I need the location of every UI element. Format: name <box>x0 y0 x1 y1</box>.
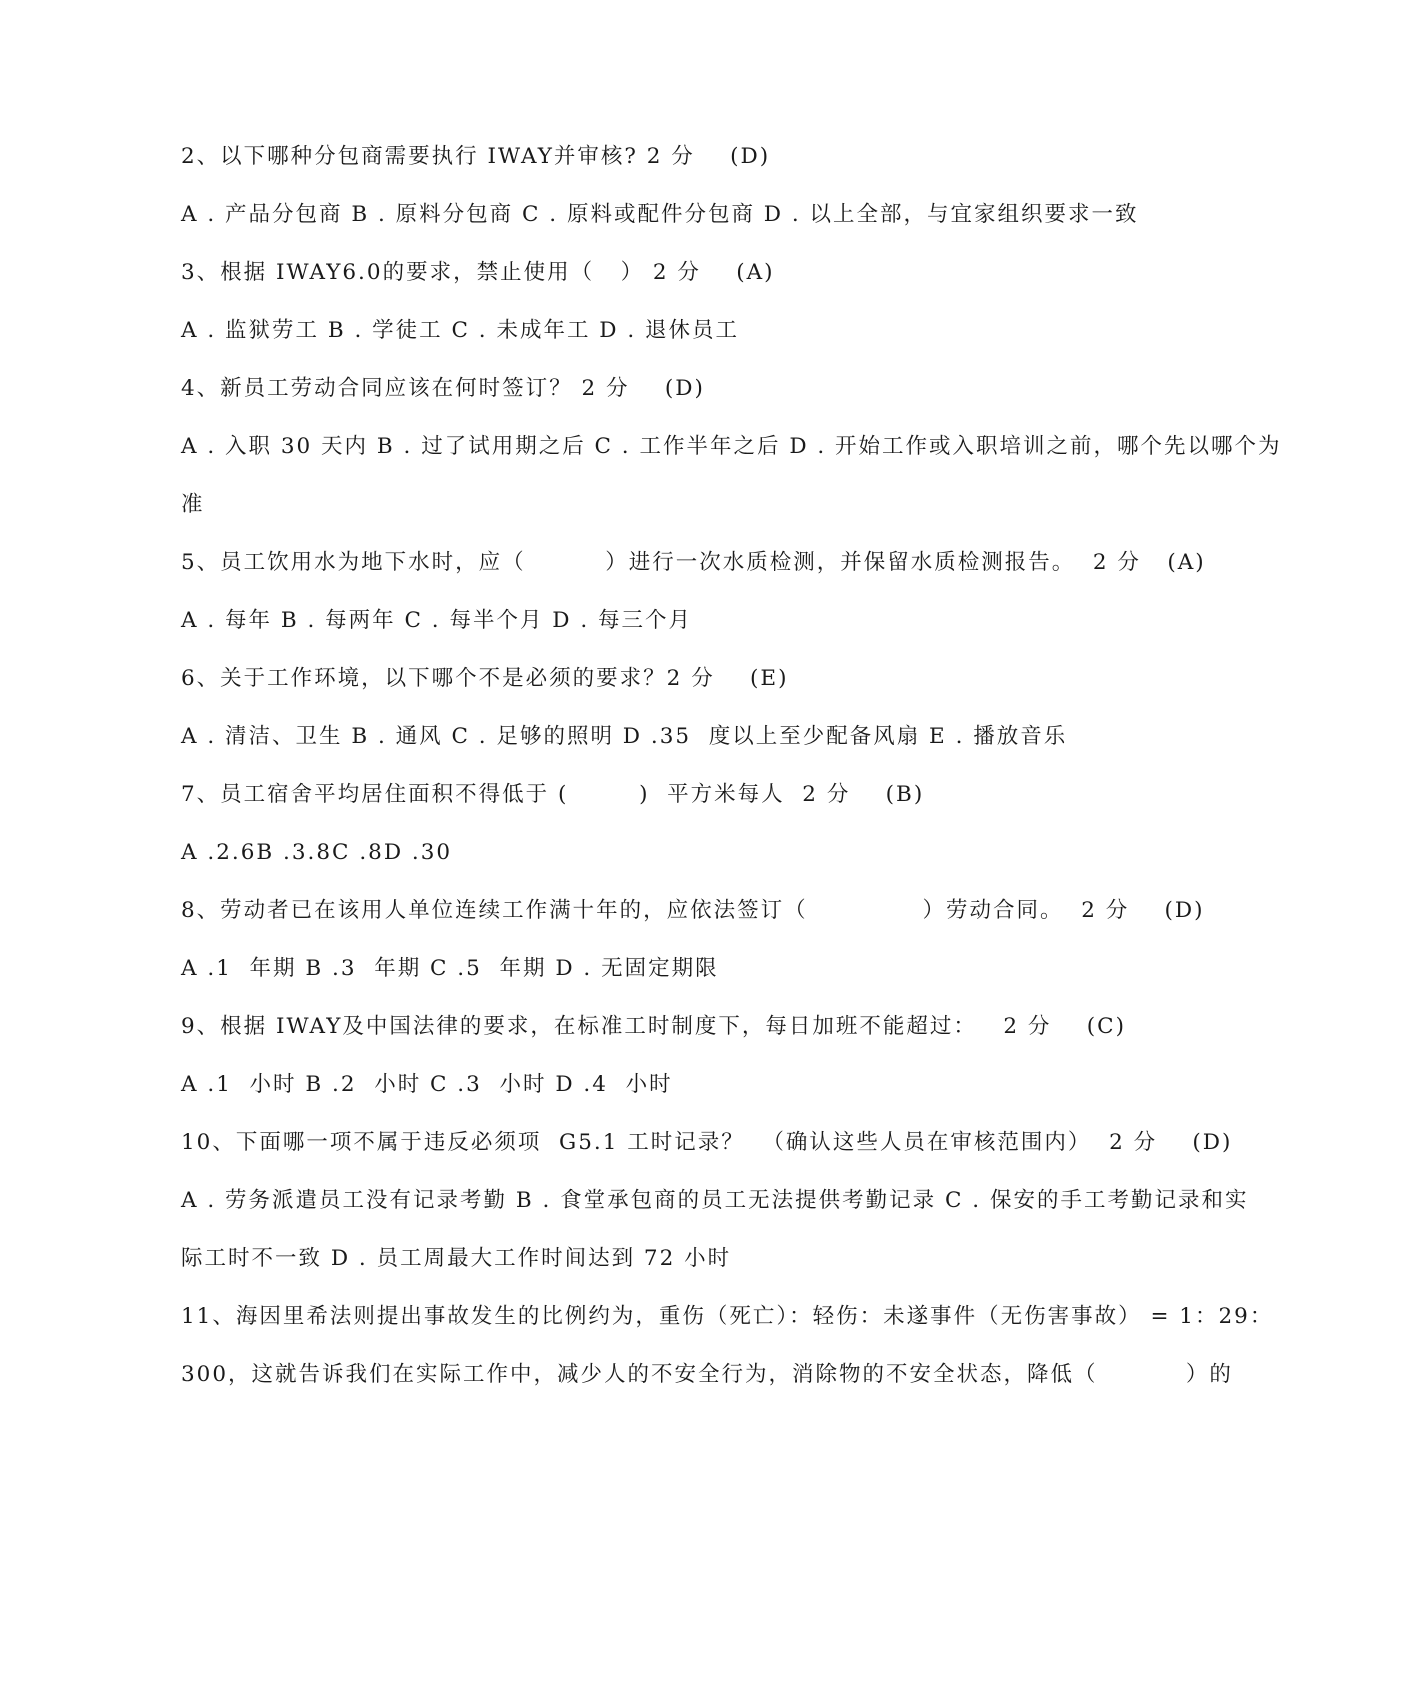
question-11-cont: 300，这就告诉我们在实际工作中，减少人的不安全行为，消除物的不安全状态，降低（ ）的 <box>181 1362 1233 1387</box>
question-10-options-cont: 际工时不一致 D . 员工周最大工作时间达到 72 小时 <box>181 1246 732 1271</box>
question-6: 6、关于工作环境，以下哪个不是必须的要求？2 分 (E) <box>181 666 789 691</box>
question-9: 9、根据 IWAY及中国法律的要求，在标准工时制度下，每日加班不能超过： 2 分 (C) <box>181 1014 1126 1039</box>
question-2: 2、以下哪种分包商需要执行 IWAY并审核? 2 分 (D) <box>181 144 771 169</box>
question-5: 5、员工饮用水为地下水时，应（ ）进行一次水质检测，并保留水质检测报告。 2 分 (A) <box>181 550 1206 575</box>
question-6-options: A . 清洁、卫生 B . 通风 C . 足够的照明 D .35 度以上至少配备风扇 E . 播放音乐 <box>181 724 1068 749</box>
question-4-options-cont: 准 <box>181 492 205 517</box>
question-4: 4、新员工劳动合同应该在何时签订？ 2 分 (D) <box>181 376 705 401</box>
question-7-options: A .2.6B .3.8C .8D .30 <box>181 840 453 865</box>
question-2-options: A . 产品分包商 B . 原料分包商 C . 原料或配件分包商 D . 以上全部，与宜家组织要求一致 <box>181 202 1139 227</box>
question-8-options: A .1 年期 B .3 年期 C .5 年期 D . 无固定期限 <box>181 956 719 981</box>
question-3-options: A . 监狱劳工 B . 学徒工 C . 未成年工 D . 退休员工 <box>181 318 740 343</box>
question-8: 8、劳动者已在该用人单位连续工作满十年的，应依法签订（ ）劳动合同。 2 分 (D) <box>181 898 1205 923</box>
question-7: 7、员工宿舍平均居住面积不得低于 ( ) 平方米每人 2 分 (B) <box>181 782 925 807</box>
question-4-options: A . 入职 30 天内 B . 过了试用期之后 C . 工作半年之后 D . 开始工作或入职培训之前，哪个先以哪个为 <box>181 434 1282 459</box>
question-9-options: A .1 小时 B .2 小时 C .3 小时 D .4 小时 <box>181 1072 673 1097</box>
question-10-options: A . 劳务派遣员工没有记录考勤 B . 食堂承包商的员工无法提供考勤记录 C . 保安的手工考勤记录和实 <box>181 1188 1249 1213</box>
question-10: 10、下面哪一项不属于违反必须项 G5.1 工时记录？ （确认这些人员在审核范围内） 2 分 (D) <box>181 1130 1233 1155</box>
question-11: 11、海因里希法则提出事故发生的比例约为，重伤（死亡）：轻伤：未遂事件（无伤害事故） = 1：29： <box>181 1304 1274 1329</box>
question-5-options: A . 每年 B . 每两年 C . 每半个月 D . 每三个月 <box>181 608 693 633</box>
question-3: 3、根据 IWAY6.0的要求，禁止使用（ ） 2 分 (A) <box>181 260 775 285</box>
